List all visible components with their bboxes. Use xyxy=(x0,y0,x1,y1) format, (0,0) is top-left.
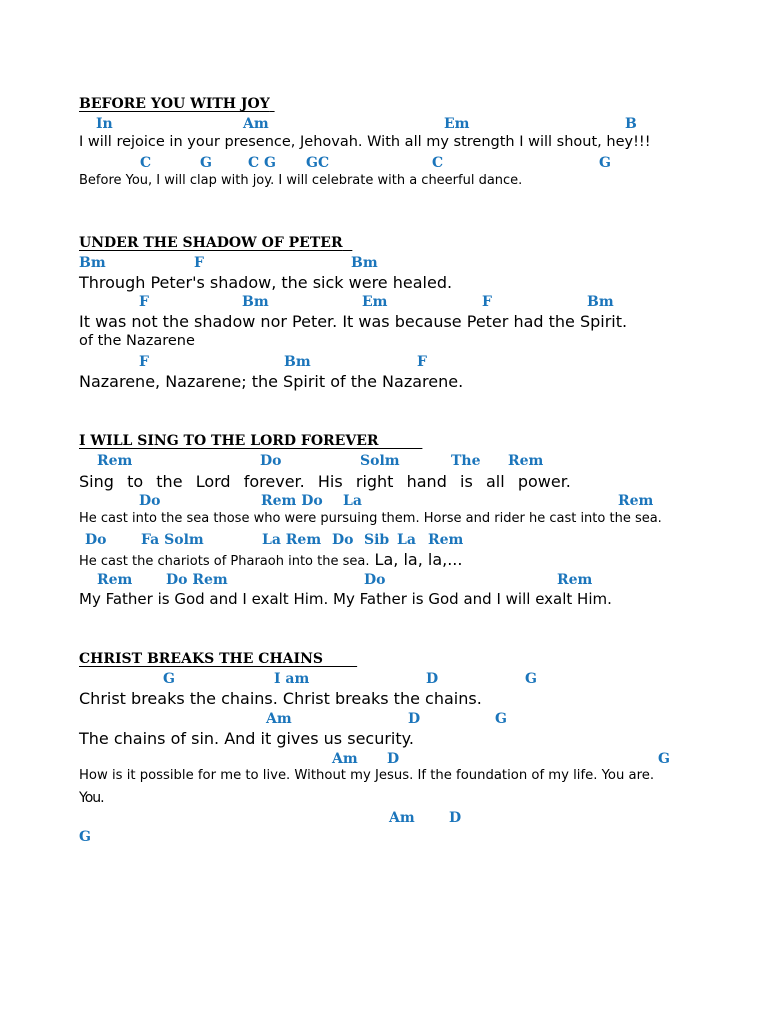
lyric-word: is xyxy=(460,472,473,491)
chord: F xyxy=(194,255,204,271)
chord: Do xyxy=(332,532,354,548)
chord: G xyxy=(79,829,91,845)
chord-row xyxy=(0,116,768,134)
song-title: UNDER THE SHADOW OF PETER xyxy=(79,235,343,251)
chord: Em xyxy=(444,116,470,132)
chord: G xyxy=(495,711,507,727)
chord: Am xyxy=(266,711,292,727)
lyric-word: hand xyxy=(406,472,447,491)
chord: G xyxy=(599,155,611,171)
chord: Rem xyxy=(97,453,133,469)
chord: Rem xyxy=(557,572,593,588)
lyric-line: I will rejoice in your presence, Jehovah. With all my strength I will shout, hey!!! xyxy=(79,134,651,150)
chord: La Rem xyxy=(262,532,322,548)
chord: C xyxy=(432,155,444,171)
lyric-word: Lord xyxy=(195,472,231,491)
chord: Bm xyxy=(351,255,378,271)
chord-row xyxy=(0,711,768,729)
lyric-line: He cast into the sea those who were pursuing them. Horse and rider he cast into the sea. xyxy=(79,511,662,526)
chord: Rem Do xyxy=(261,493,323,509)
chord: Do xyxy=(260,453,282,469)
lyric-word: Sing xyxy=(79,472,114,491)
chord: G xyxy=(525,671,537,687)
song-title: I WILL SING TO THE LORD FOREVER xyxy=(79,433,379,449)
chord-row xyxy=(0,255,768,273)
chord: Rem xyxy=(97,572,133,588)
chord: Am xyxy=(243,116,269,132)
lyric-word: forever. xyxy=(243,472,305,491)
chord-row xyxy=(0,810,768,828)
chord-row xyxy=(0,532,768,550)
chord: Solm xyxy=(360,453,400,469)
lyric-line: My Father is God and I exalt Him. My Father is God and I will exalt Him. xyxy=(79,590,612,608)
chord-row xyxy=(0,155,768,173)
chord: The xyxy=(451,453,481,469)
chord-row xyxy=(0,751,768,769)
chord: Rem xyxy=(508,453,544,469)
chord: D xyxy=(426,671,439,687)
chord: C G xyxy=(248,155,276,171)
song-title: BEFORE YOU WITH JOY xyxy=(79,96,270,112)
chord: F xyxy=(139,354,149,370)
lyric-line: Through Peter's shadow, the sick were healed. xyxy=(79,273,453,292)
chord-row xyxy=(0,453,768,471)
lyric-line: You. xyxy=(79,790,104,806)
chord: La xyxy=(343,493,362,509)
chord: Rem xyxy=(428,532,464,548)
chord: Sib xyxy=(364,532,390,548)
chord: D xyxy=(449,810,462,826)
chord: F xyxy=(417,354,427,370)
lyric-segment: He cast the chariots of Pharaoh into the sea. xyxy=(79,554,370,569)
chord-row xyxy=(0,829,768,847)
lyric-line: It was not the shadow nor Peter. It was because Peter had the Spirit. xyxy=(79,312,628,331)
chord: La xyxy=(397,532,416,548)
chord-row xyxy=(0,493,768,511)
chord: Do xyxy=(85,532,107,548)
lyric-word: to xyxy=(127,472,144,491)
lyric-line: Before You, I will clap with joy. I will celebrate with a cheerful dance. xyxy=(79,173,523,188)
lyric-segment: La, la, la,... xyxy=(369,550,463,569)
chord: D xyxy=(387,751,400,767)
lyric-word: power. xyxy=(517,472,571,491)
chord-row xyxy=(0,354,768,372)
chord: F xyxy=(139,294,149,310)
lyric-line: Nazarene, Nazarene; the Spirit of the Nazarene. xyxy=(79,372,464,391)
lyric-line: Christ breaks the chains. Christ breaks the chains. xyxy=(79,689,482,708)
chord: Do xyxy=(364,572,386,588)
chord: Bm xyxy=(242,294,269,310)
lyric-word: all xyxy=(485,472,505,491)
chord: Do Rem xyxy=(166,572,228,588)
chord: G xyxy=(163,671,175,687)
song-title: CHRIST BREAKS THE CHAINS xyxy=(79,651,323,667)
chord: C xyxy=(140,155,152,171)
lyric-word: right xyxy=(355,472,394,491)
chord: Em xyxy=(362,294,388,310)
chord: I am xyxy=(274,671,310,687)
chord: GC xyxy=(306,155,330,171)
chord: Am xyxy=(389,810,415,826)
chord: G xyxy=(658,751,670,767)
lyric-line: How is it possible for me to live. Without my Jesus. If the foundation of my life. You are. xyxy=(79,768,655,783)
lyric-line xyxy=(79,472,571,491)
chord: G xyxy=(200,155,212,171)
chord: Bm xyxy=(587,294,614,310)
lyric-line: of the Nazarene xyxy=(79,333,195,349)
chord: Am xyxy=(332,751,358,767)
chord-row xyxy=(0,572,768,590)
chord-row xyxy=(0,671,768,689)
chord: Do xyxy=(139,493,161,509)
chord: Fa Solm xyxy=(141,532,204,548)
chord: F xyxy=(482,294,492,310)
lyric-word: the xyxy=(156,472,183,491)
chord: Rem xyxy=(618,493,654,509)
lyric-line xyxy=(79,550,462,569)
lyric-line: The chains of sin. And it gives us security. xyxy=(79,729,414,748)
chord: B xyxy=(625,116,637,132)
lyric-word: His xyxy=(317,472,343,491)
chord: D xyxy=(408,711,421,727)
chord: Bm xyxy=(284,354,311,370)
chord: In xyxy=(96,116,113,132)
chord-row xyxy=(0,294,768,312)
chord: Bm xyxy=(79,255,106,271)
